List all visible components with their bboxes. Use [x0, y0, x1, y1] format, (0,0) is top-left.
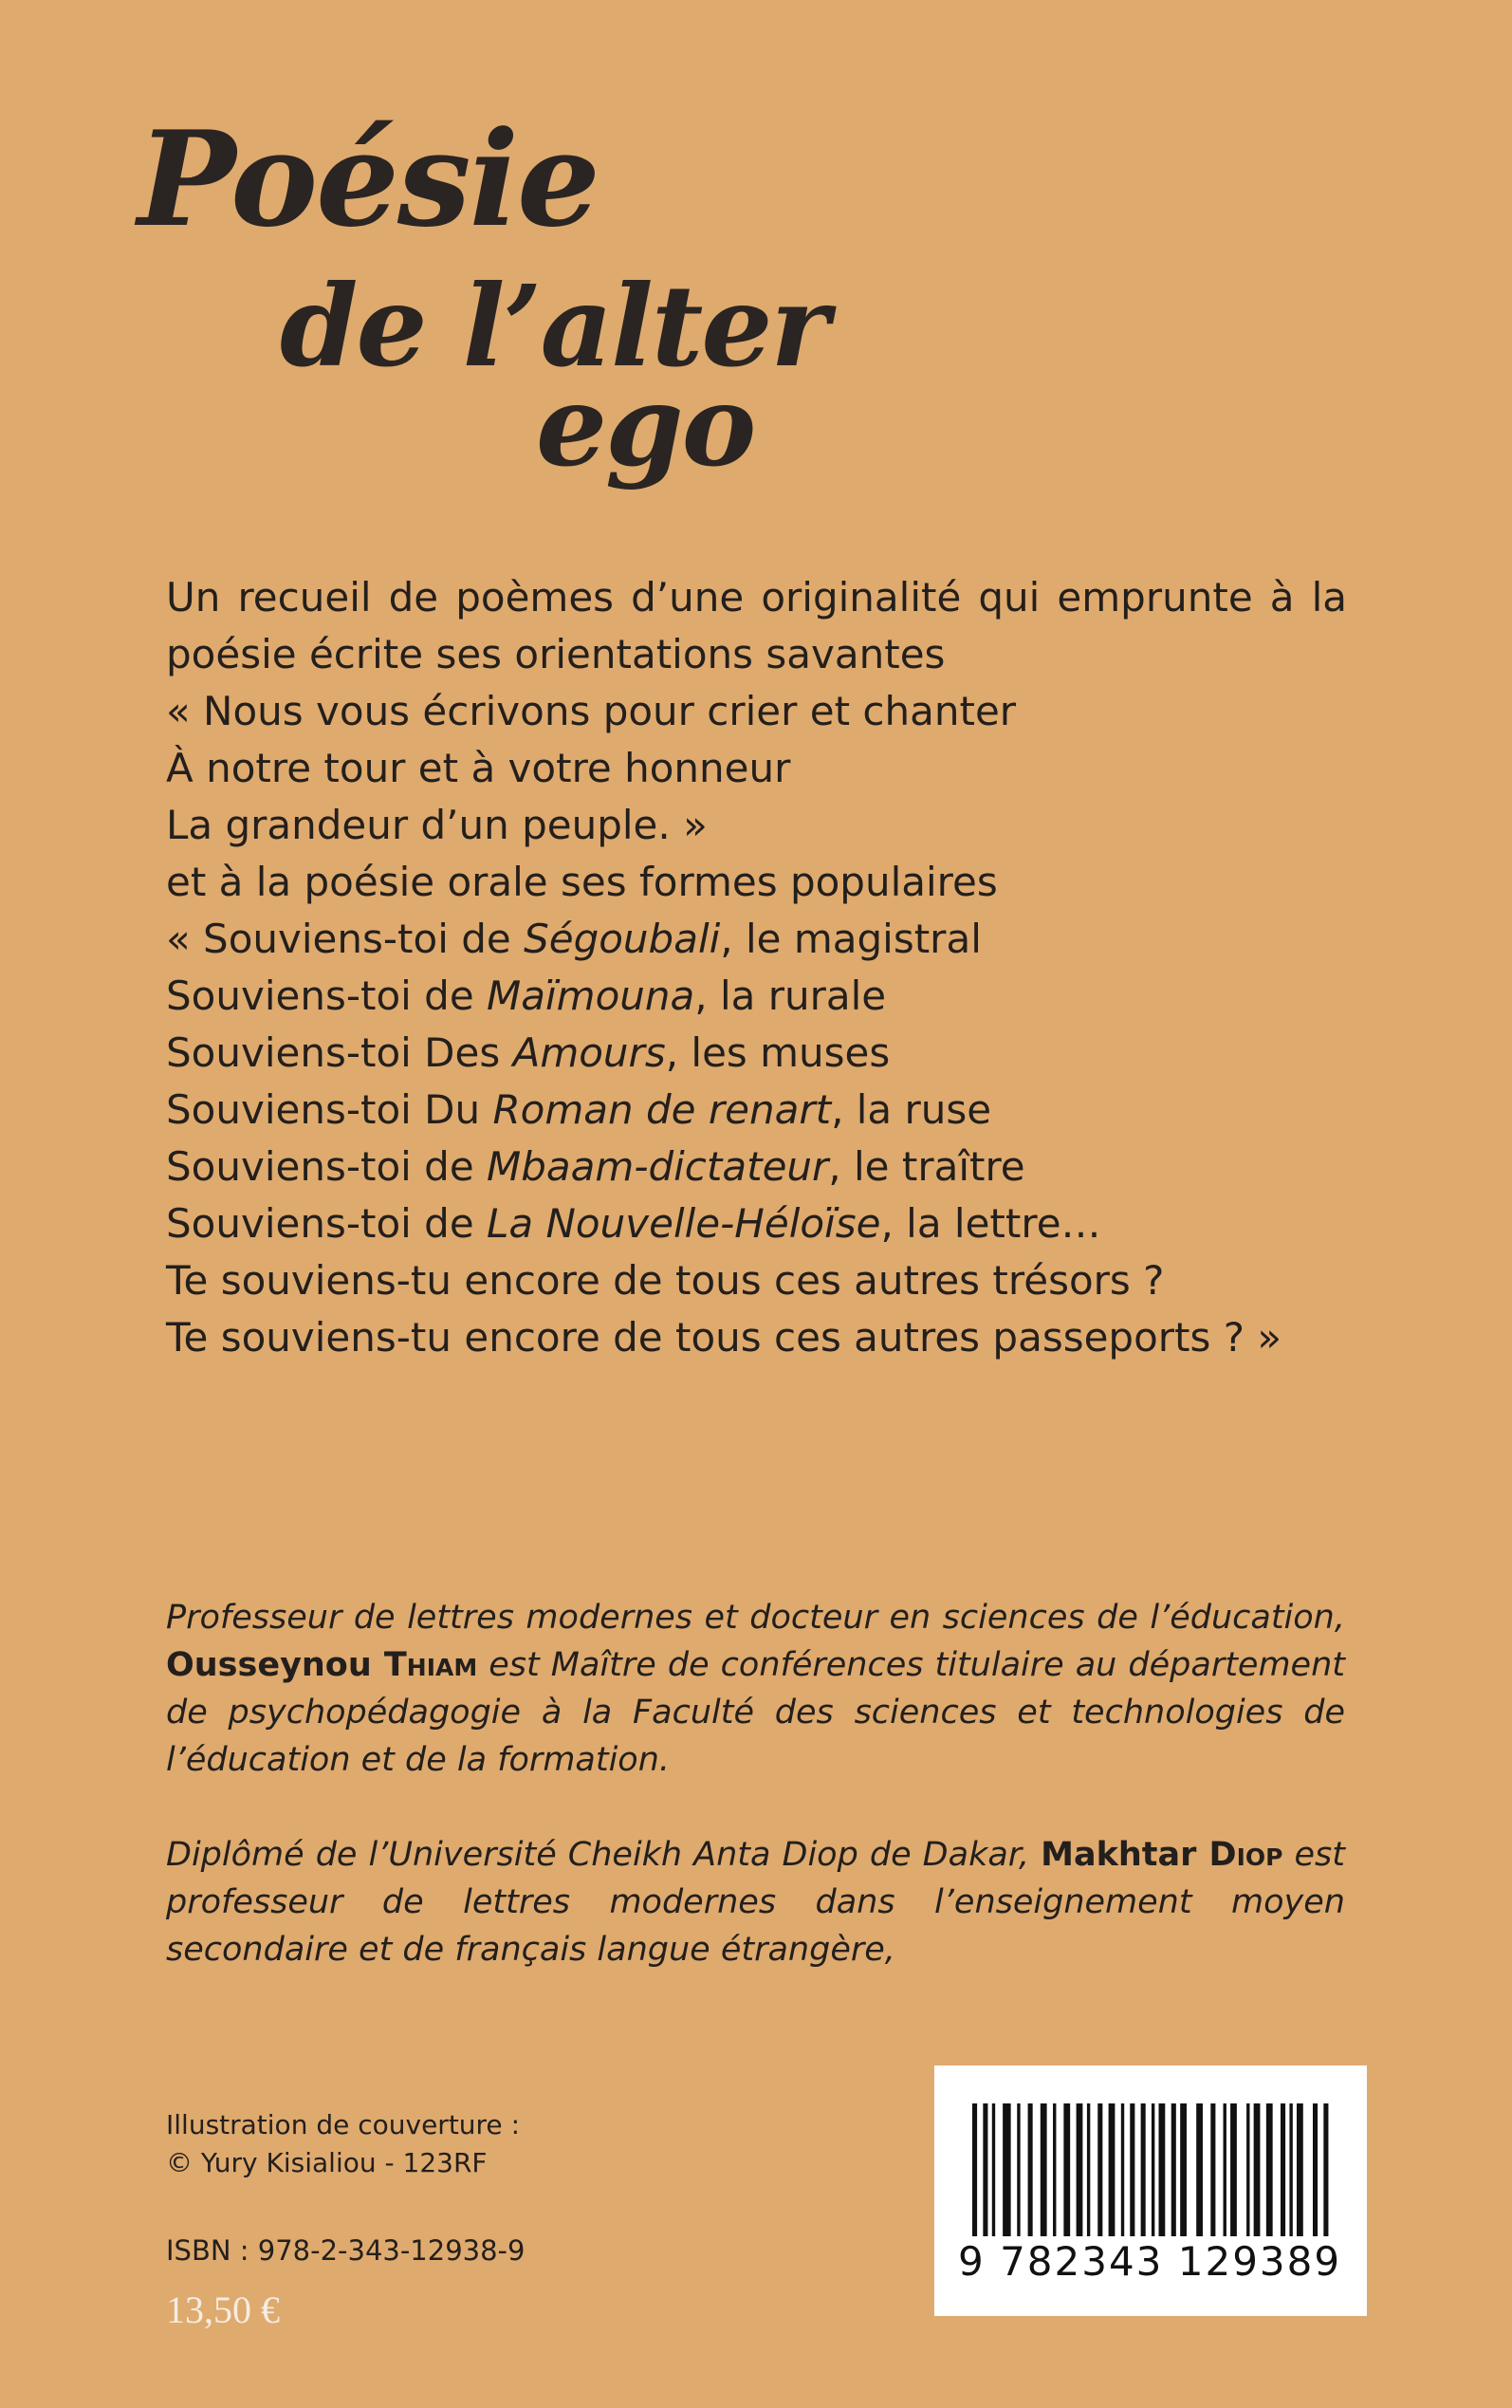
poem-line-5: La grandeur d’un peuple. » — [166, 802, 708, 848]
poem-line-12: Souviens-toi de La Nouvelle-Héloïse, la lettre… — [166, 1200, 1101, 1247]
barcode-bar — [1266, 2103, 1273, 2236]
poem-line-6: et à la poésie orale ses formes populaires — [166, 859, 998, 905]
author-name-thiam: Ousseynou Thiam — [166, 1646, 478, 1684]
poem-line-13: Te souviens-tu encore de tous ces autres trésors ? — [166, 1257, 1165, 1304]
poem-line-9: Souviens-toi Des Amours, les muses — [166, 1029, 891, 1076]
barcode-bar — [1289, 2103, 1292, 2236]
barcode-bar — [1097, 2103, 1102, 2236]
barcode-bar — [1313, 2103, 1318, 2236]
barcode-bar — [1180, 2103, 1187, 2236]
barcode-bar — [1246, 2103, 1249, 2236]
title-line-3: ego — [536, 360, 755, 491]
barcode-bar — [1017, 2103, 1020, 2236]
barcode-image — [972, 2103, 1329, 2236]
barcode-bar — [1087, 2103, 1090, 2236]
poem-line-8: Souviens-toi de Maïmouna, la rurale — [166, 972, 887, 1019]
author-name-diop: Makhtar Diop — [1041, 1836, 1283, 1874]
barcode-bar — [1210, 2103, 1215, 2236]
barcode-bar — [983, 2103, 987, 2236]
barcode-bar — [1077, 2103, 1083, 2236]
barcode-bar — [1196, 2103, 1203, 2236]
barcode-bar — [1230, 2103, 1237, 2236]
barcode-bar — [1109, 2103, 1116, 2236]
price-label: 13,50 € — [166, 2288, 280, 2331]
barcode-bar — [1141, 2103, 1146, 2236]
barcode-bar — [1297, 2103, 1303, 2236]
barcode-bar — [1028, 2103, 1033, 2236]
barcode-bar — [1041, 2103, 1047, 2236]
barcode-bar — [1281, 2103, 1285, 2236]
barcode-bar — [1003, 2103, 1011, 2236]
barcode-bar — [1121, 2103, 1124, 2236]
author-bio-thiam: Professeur de lettres modernes et docteur en sciences de l’éducation, Ousseynou Thiam est Maître de conférences titulaire au département de psychopédagogie à la Faculté des sciences et technologies de l’éducation et de la formation. — [166, 1599, 1346, 1779]
barcode-bar — [992, 2103, 995, 2236]
blurb-poem — [166, 569, 1347, 1366]
title-line-1: Poésie — [138, 102, 599, 256]
barcode-bar — [1130, 2103, 1134, 2236]
cover-credits — [166, 2106, 520, 2182]
barcode-bar — [1159, 2103, 1166, 2236]
barcode-panel — [934, 2065, 1367, 2316]
barcode-bar — [1053, 2103, 1056, 2236]
isbn-number: ISBN : 978-2-343-12938-9 — [166, 2234, 526, 2267]
barcode-bar — [1063, 2103, 1070, 2236]
poem-line-3: « Nous vous écrivons pour crier et chanter — [166, 688, 1017, 734]
barcode-bar — [1254, 2103, 1261, 2236]
poem-line-4: À notre tour et à votre honneur — [166, 745, 791, 791]
poem-line-2: poésie écrite ses orientations savantes — [166, 631, 946, 677]
poem-line-11: Souviens-toi de Mbaam-dictateur, le traître — [166, 1143, 1025, 1190]
barcode-bar — [1152, 2103, 1154, 2236]
barcode-bar — [1323, 2103, 1328, 2236]
barcode-bar — [1171, 2103, 1176, 2236]
author-bio-diop: Diplômé de l’Université Cheikh Anta Diop de Dakar, Makhtar Diop est professeur de lettres modernes dans l’enseignement moyen secondaire et de français langue étrangère, — [166, 1836, 1346, 1969]
credits-line-1: Illustration de couverture : — [166, 2109, 520, 2140]
poem-line-10: Souviens-toi Du Roman de renart, la ruse — [166, 1086, 992, 1133]
poem-line-1: Un recueil de poèmes d’une originalité qui emprunte à la — [166, 574, 1347, 621]
poem-line-7: « Souviens-toi de Ségoubali, le magistral — [166, 916, 982, 962]
barcode-bar — [972, 2103, 977, 2236]
barcode-digits: 9 782343 129389 — [958, 2238, 1342, 2285]
poem-line-14: Te souviens-tu encore de tous ces autres passeports ? » — [166, 1314, 1282, 1361]
credits-line-2: © Yury Kisialiou - 123RF — [166, 2147, 488, 2178]
title-line-2: de l’alter — [280, 260, 828, 392]
barcode-bar — [1224, 2103, 1226, 2236]
